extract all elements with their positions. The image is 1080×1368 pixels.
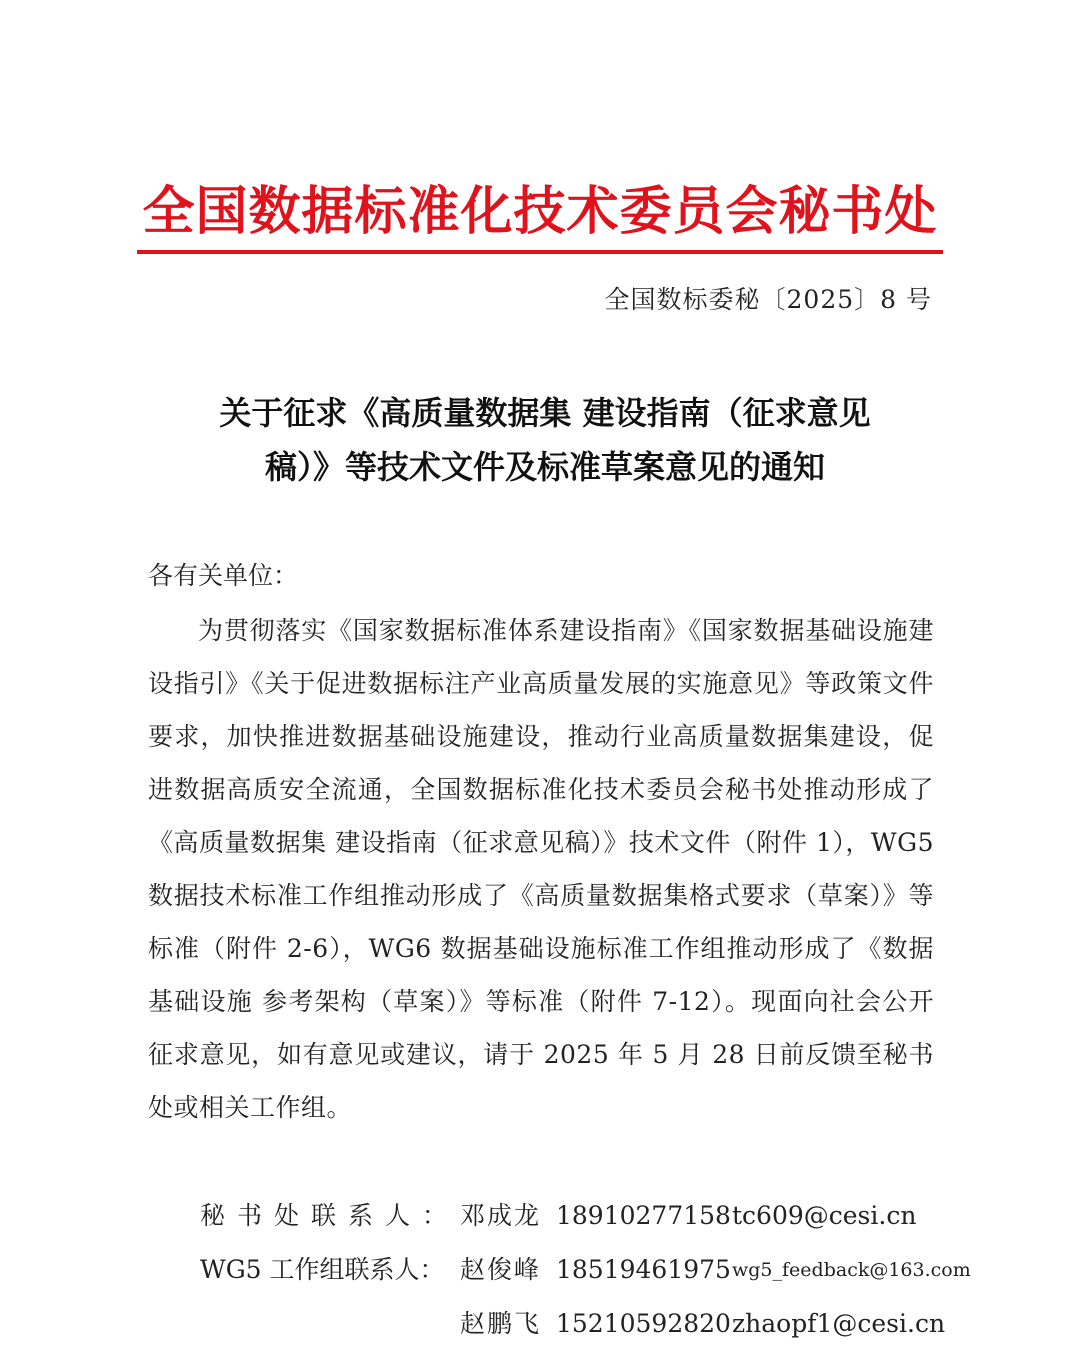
- contact-phone: 18910277158: [556, 1201, 731, 1230]
- contact-phone: 18519461975: [556, 1255, 731, 1284]
- contact-name: 邓成龙: [460, 1201, 542, 1230]
- contact-row-wg5-second: [0, 1304, 1080, 1344]
- contact-name: 赵鹏飞: [460, 1309, 542, 1338]
- contact-row-secretariat: [0, 1196, 1080, 1236]
- contact-label: 秘书处联系人：: [200, 1201, 460, 1230]
- contact-phone: 15210592820: [556, 1309, 731, 1338]
- contact-email[interactable]: zhaopf1@cesi.cn: [732, 1309, 946, 1338]
- notice-body: 为贯彻落实《国家数据标准体系建设指南》《国家数据基础设施建设指引》《关于促进数据标注产业高质量发展的实施意见》等政策文件要求，加快推进数据基础设施建设，推动行业高质量数据集建设，促进数据高质安全流通，全国数据标准化技术委员会秘书处推动形成了《高质量数据集 建设指南（征求意见稿）》技术文件（附件 1），WG5 数据技术标准工作组推动形成了《高质量数据集格式要求（草案）》等标准（附件 2-6），WG6 数据基础设施标准工作组推动形成了《数据基础设施 参考架构（草案）》等标准（附件 7-12）。现面向社会公开征求意见，如有意见或建议，请于 2025 年 5 月 28 日前反馈至秘书处或相关工作组。: [148, 616, 934, 1122]
- contact-row-wg5: [0, 1250, 1080, 1290]
- addressee: 各有关单位：: [148, 561, 299, 590]
- header-divider: [137, 250, 943, 254]
- contact-label: WG5 工作组联系人：: [200, 1255, 445, 1284]
- contact-email[interactable]: tc609@cesi.cn: [732, 1201, 917, 1230]
- notice-title-line-2: 稿）》等技术文件及标准草案意见的通知: [264, 448, 825, 486]
- notice-title: [150, 386, 940, 494]
- contact-email[interactable]: wg5_feedback@163.com: [732, 1259, 971, 1281]
- contact-name: 赵俊峰: [460, 1255, 542, 1284]
- organization-header: 全国数据标准化技术委员会秘书处: [142, 182, 938, 242]
- document-number: 全国数标委秘〔2025〕8 号: [604, 285, 932, 314]
- notice-title-line-1: 关于征求《高质量数据集 建设指南（征求意见: [219, 394, 871, 432]
